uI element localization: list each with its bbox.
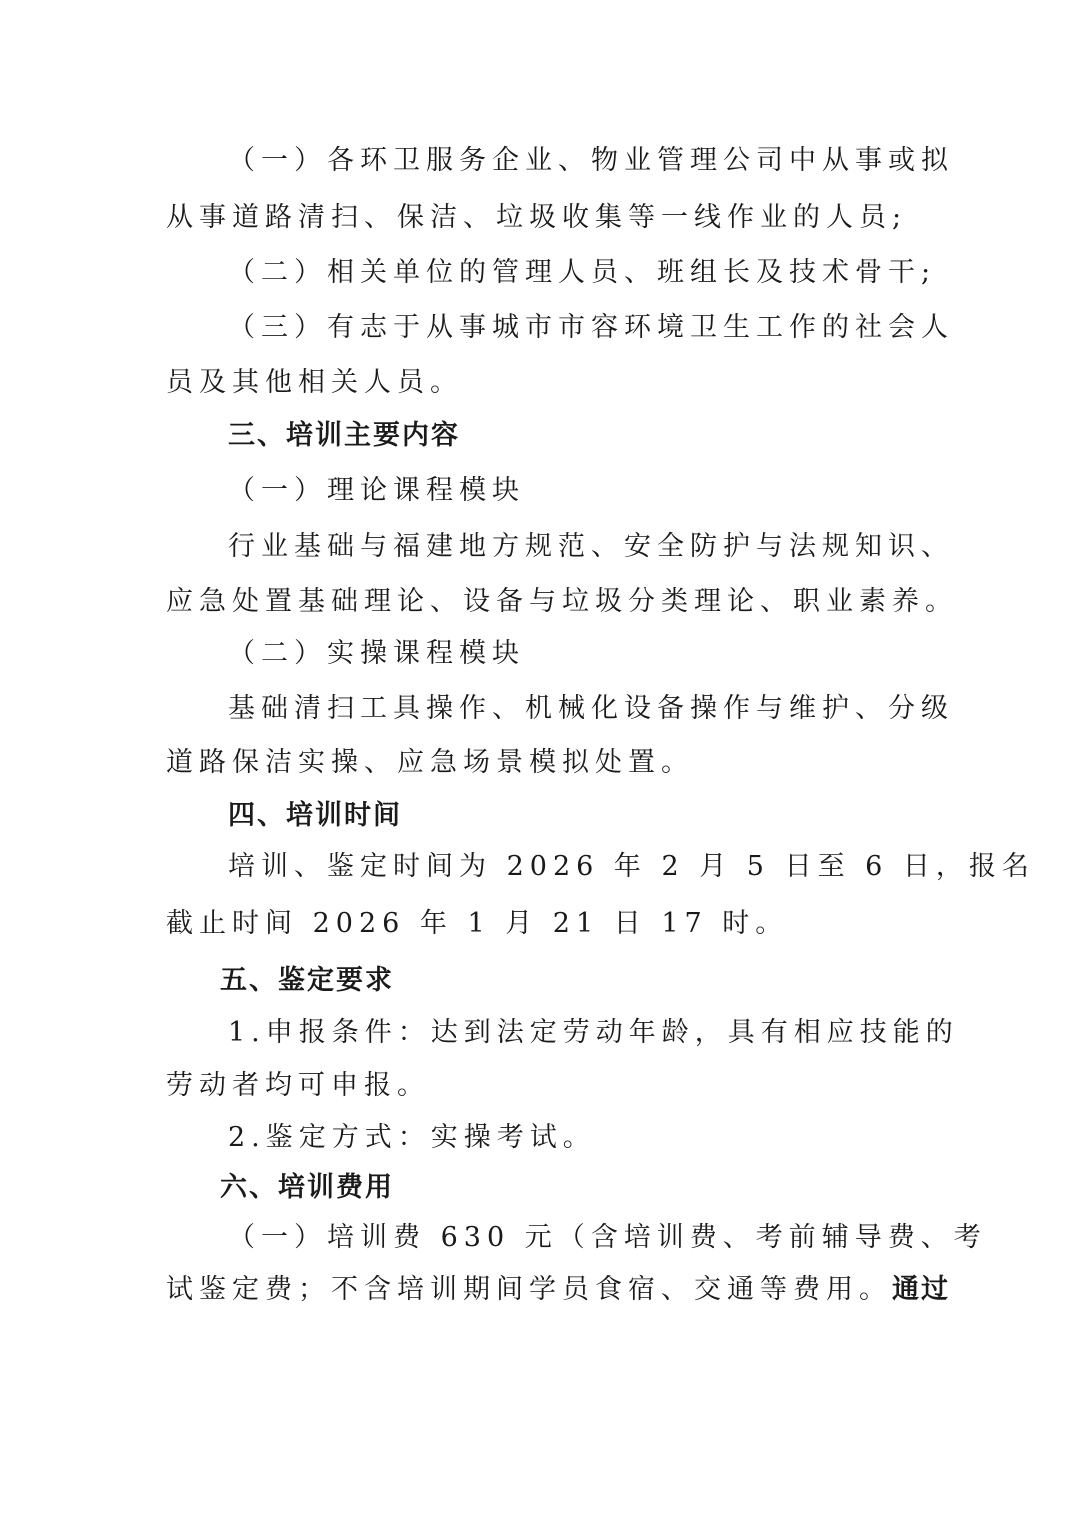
paragraph-line: 行业基础与福建地方规范、安全防护与法规知识、 <box>228 531 954 562</box>
paragraph-line: （一）培训费 630 元（含培训费、考前辅导费、考 <box>228 1222 987 1253</box>
section-heading-6: 六、培训费用 <box>220 1172 394 1203</box>
paragraph-line: 2.鉴定方式：实操考试。 <box>228 1122 596 1153</box>
section-heading-3: 三、培训主要内容 <box>228 420 460 451</box>
paragraph-line: 培训、鉴定时间为 2026 年 2 月 5 日至 6 日，报名 <box>228 851 1035 882</box>
paragraph-line: 基础清扫工具操作、机械化设备操作与维护、分级 <box>228 693 954 724</box>
paragraph-line: 员及其他相关人员。 <box>166 367 463 398</box>
paragraph-line: 道路保洁实操、应急场景模拟处置。 <box>166 747 694 778</box>
section-heading-5: 五、鉴定要求 <box>220 965 394 996</box>
subsection-heading: （一）理论课程模块 <box>228 475 525 506</box>
paragraph-text: 试鉴定费；不含培训期间学员食宿、交通等费用。 <box>166 1274 892 1305</box>
paragraph-line: 应急处置基础理论、设备与垃圾分类理论、职业素养。 <box>166 586 958 617</box>
bold-emphasis: 通过 <box>892 1274 950 1305</box>
section-heading-4: 四、培训时间 <box>228 800 402 831</box>
paragraph-line <box>166 1270 950 1310</box>
paragraph-line: 截止时间 2026 年 1 月 21 日 17 时。 <box>166 908 789 939</box>
paragraph-line: 劳动者均可申报。 <box>166 1070 430 1101</box>
paragraph-line: （三）有志于从事城市市容环境卫生工作的社会人 <box>228 312 954 343</box>
subsection-heading: （二）实操课程模块 <box>228 638 525 669</box>
paragraph-line: 1.申报条件：达到法定劳动年龄，具有相应技能的 <box>228 1017 959 1048</box>
paragraph-line: 从事道路清扫、保洁、垃圾收集等一线作业的人员; <box>166 202 908 233</box>
paragraph-line: （一）各环卫服务企业、物业管理公司中从事或拟 <box>228 145 954 176</box>
paragraph-line: （二）相关单位的管理人员、班组长及技术骨干; <box>228 257 937 288</box>
